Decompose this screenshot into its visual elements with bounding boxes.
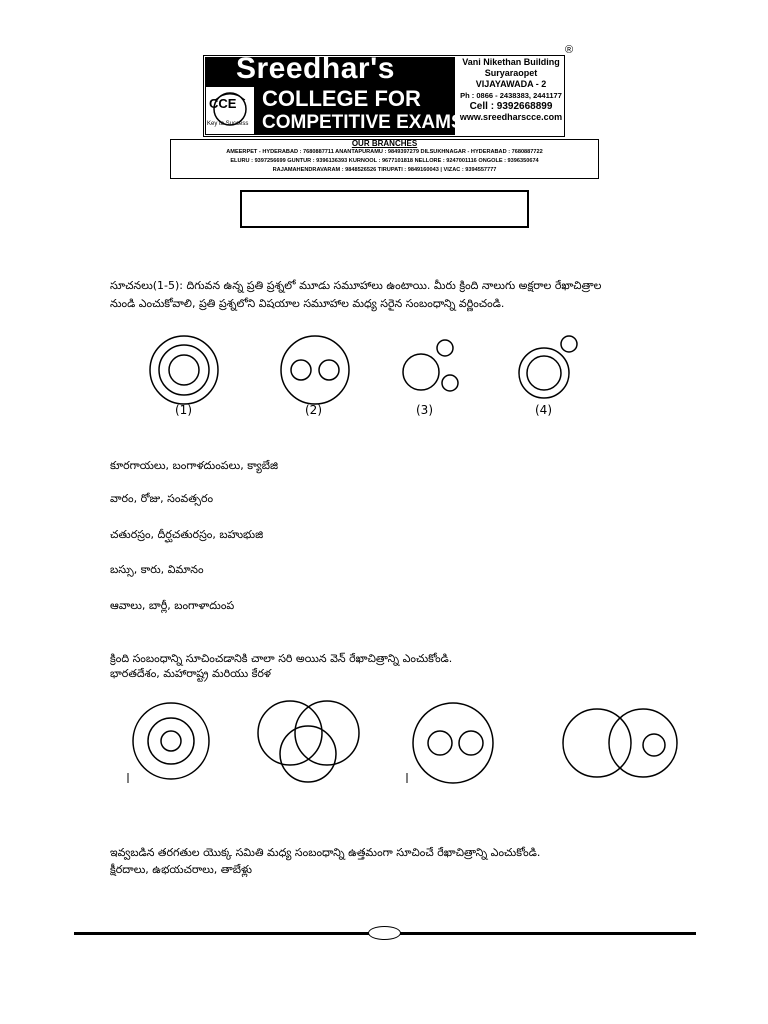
question-6-line: క్రింది సంబంధాన్ని సూచించడానికి చాలా సరి అయిన వెన్ రేఖాచిత్రాన్ని ఎంచుకోండి. <box>110 652 453 665</box>
instructions-line: నుండి ఎంచుకోవాలి, ప్రతి ప్రశ్నలోని విషయాల సమూహాల మధ్య సరైన సంబంధాన్ని వర్ణించండి. <box>110 297 505 310</box>
question-3: చతురస్రం, దీర్ఘచతురస్రం, బహుభుజి <box>110 528 264 541</box>
option-label-1: (1) <box>175 403 192 417</box>
question-4: బస్సు, కారు, విమానం <box>110 563 204 576</box>
address-line: Vani Nikethan Building <box>462 57 560 67</box>
venn-option-4 <box>519 336 577 398</box>
option-label-3: (3) <box>416 403 433 417</box>
option-label-4: (4) <box>535 403 552 417</box>
cce-logo-tagline: Key to Success <box>207 121 249 127</box>
venn-choice-d <box>563 709 677 777</box>
venn-option-1 <box>150 336 218 404</box>
question-2: వారం, రోజు, సంవత్సరం <box>110 492 214 505</box>
instructions <box>110 277 700 313</box>
college-line: COLLEGE FOR <box>262 86 421 111</box>
question-1: కూరగాయలు, బంగాళదుంపలు, క్యాబేజి <box>110 459 279 472</box>
venn-choice-b <box>258 701 359 782</box>
page-number-oval <box>368 926 401 940</box>
branches-line: AMEERPET - HYDERABAD : 7680887711 ANANTAPURAMU : 9849397279 DILSUKHNAGAR - HYDERABAD : 7680887722 <box>226 149 543 155</box>
venn-options-figure <box>140 330 600 405</box>
branches-line: ELURU : 9397256699 GUNTUR : 9396136393 KURNOOL : 9677101818 NELLORE : 9247001116 ONGOLE : 9396350674 <box>230 158 539 164</box>
venn-choice-c <box>413 703 493 783</box>
registered-mark: ® <box>565 44 574 56</box>
phone-line: Ph : 0866 - 2438383, 2441177 <box>460 91 562 100</box>
branches-line: RAJAMAHENDRAVARAM : 9848526526 TIRUPATI : 9849160043 | VIZAC : 9394557777 <box>272 167 497 173</box>
cce-logo-text: CCE <box>209 96 237 111</box>
option-label-2: (2) <box>305 403 322 417</box>
venn-choice-a <box>133 703 209 779</box>
venn-option-2 <box>281 336 349 404</box>
question-7-items: క్షీరదాలు, ఉభయచరాలు, తాబేళ్లు <box>110 863 252 876</box>
question-7-line: ఇవ్వబడిన తరగతుల యొక్క సమితి మధ్య సంబంధాన్ని ఉత్తమంగా సూచించే రేఖాచిత్రాన్ని ఎంచుకోండి. <box>110 846 541 859</box>
cell-line: Cell : 9392668899 <box>469 101 553 112</box>
instructions-line: సూచనలు(1-5): దిగువన ఉన్న ప్రతి ప్రశ్నలో మూడు సమూహాలు ఉంటాయి. మీరు క్రింది నాలుగు అక్షరాల రేఖాచిత్రాల <box>110 279 602 292</box>
venn-choices-figure <box>120 695 680 785</box>
branches-box <box>170 139 599 179</box>
question-6-items: భారతదేశం, మహారాష్ట్ర మరియు కేరళ <box>110 667 271 680</box>
address-block <box>458 57 564 123</box>
question-7 <box>110 844 700 879</box>
branches-title: OUR BRANCHES <box>351 139 418 148</box>
question-5: ఆవాలు, బార్లీ, బంగాళాదుంప <box>110 599 235 612</box>
address-line: Suryaraopet <box>484 68 538 78</box>
website-line: www.sreedharscce.com <box>459 112 563 122</box>
venn-option-3 <box>403 340 458 391</box>
exams-line: COMPETITIVE EXAMS <box>262 112 464 133</box>
question-6 <box>110 650 700 683</box>
brand-name: Sreedhar's <box>236 52 395 85</box>
address-line: VIJAYAWADA - 2 <box>475 79 547 89</box>
empty-title-box <box>240 190 529 228</box>
